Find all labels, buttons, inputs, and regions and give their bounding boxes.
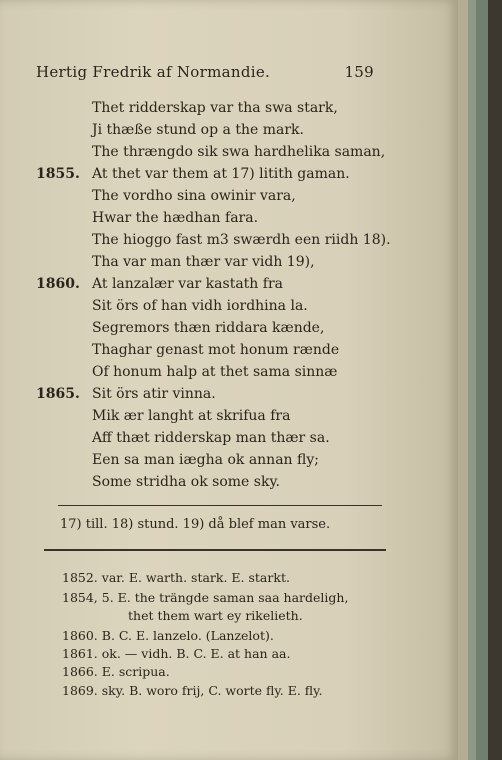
variant-reading: 1861. ok. — vidh. B. C. E. at han aa. [62, 646, 291, 661]
verse-line: Tha var man thær var vidh 19), [92, 254, 315, 270]
verse-line: Thet ridderskap var tha swa stark, [92, 100, 338, 116]
verse-line: At thet var them at 17) litith gaman. [92, 166, 350, 182]
running-title: Hertig Fredrik af Normandie. [36, 63, 271, 81]
verse-line: The vordho sina owinir vara, [92, 188, 296, 204]
verse-line: At lanzalær var kastath fra [92, 276, 283, 292]
running-header [36, 63, 374, 81]
book-cover-edge [488, 0, 502, 760]
page-edge [468, 0, 476, 760]
line-number: 1860. [36, 276, 80, 292]
verse-line: Of honum halp at thet sama sinnæ [92, 364, 338, 380]
variant-reading: thet them wart ey rikelieth. [128, 608, 303, 623]
page-edge [476, 0, 488, 760]
page-edge [458, 0, 468, 760]
verse-line: Hwar the hædhan fara. [92, 210, 259, 226]
verse-line: Ji thæße stund op a the mark. [92, 122, 304, 138]
variant-reading: 1852. var. E. warth. stark. E. starkt. [62, 570, 290, 585]
variant-reading: 1869. sky. B. woro frij, C. worte fly. E. fly. [62, 683, 323, 698]
verse-line: Sit örs atir vinna. [92, 386, 216, 402]
variant-reading: 1860. B. C. E. lanzelo. (Lanzelot). [62, 628, 274, 643]
footnotes: 17) till. 18) stund. 19) då blef man varse. [60, 517, 331, 532]
variant-reading: 1854, 5. E. the trängde saman saa hardeligh, [62, 590, 349, 605]
verse-line: Sit örs of han vidh iordhina la. [92, 298, 308, 314]
line-number: 1865. [36, 386, 80, 402]
verse-line: Een sa man iægha ok annan fly; [92, 452, 319, 468]
verse-line: Aff thæt ridderskap man thær sa. [92, 430, 330, 446]
verse-line: Segremors thæn riddara kænde, [92, 320, 325, 336]
verse-line: The thrængdo sik swa hardhelika saman, [92, 144, 386, 160]
footnote-rule [58, 505, 382, 506]
variant-reading: 1866. E. scripua. [62, 664, 170, 679]
variants-rule [44, 549, 386, 551]
verse-line: Thaghar genast mot honum rænde [92, 342, 340, 358]
verse-line: The hioggo fast m3 swærdh een riidh 18). [92, 232, 391, 248]
verse-line: Mik ær langht at skrifua fra [92, 408, 291, 424]
line-number: 1855. [36, 166, 80, 182]
page-number: 159 [344, 63, 374, 81]
verse-line: Some stridha ok some sky. [92, 474, 280, 490]
